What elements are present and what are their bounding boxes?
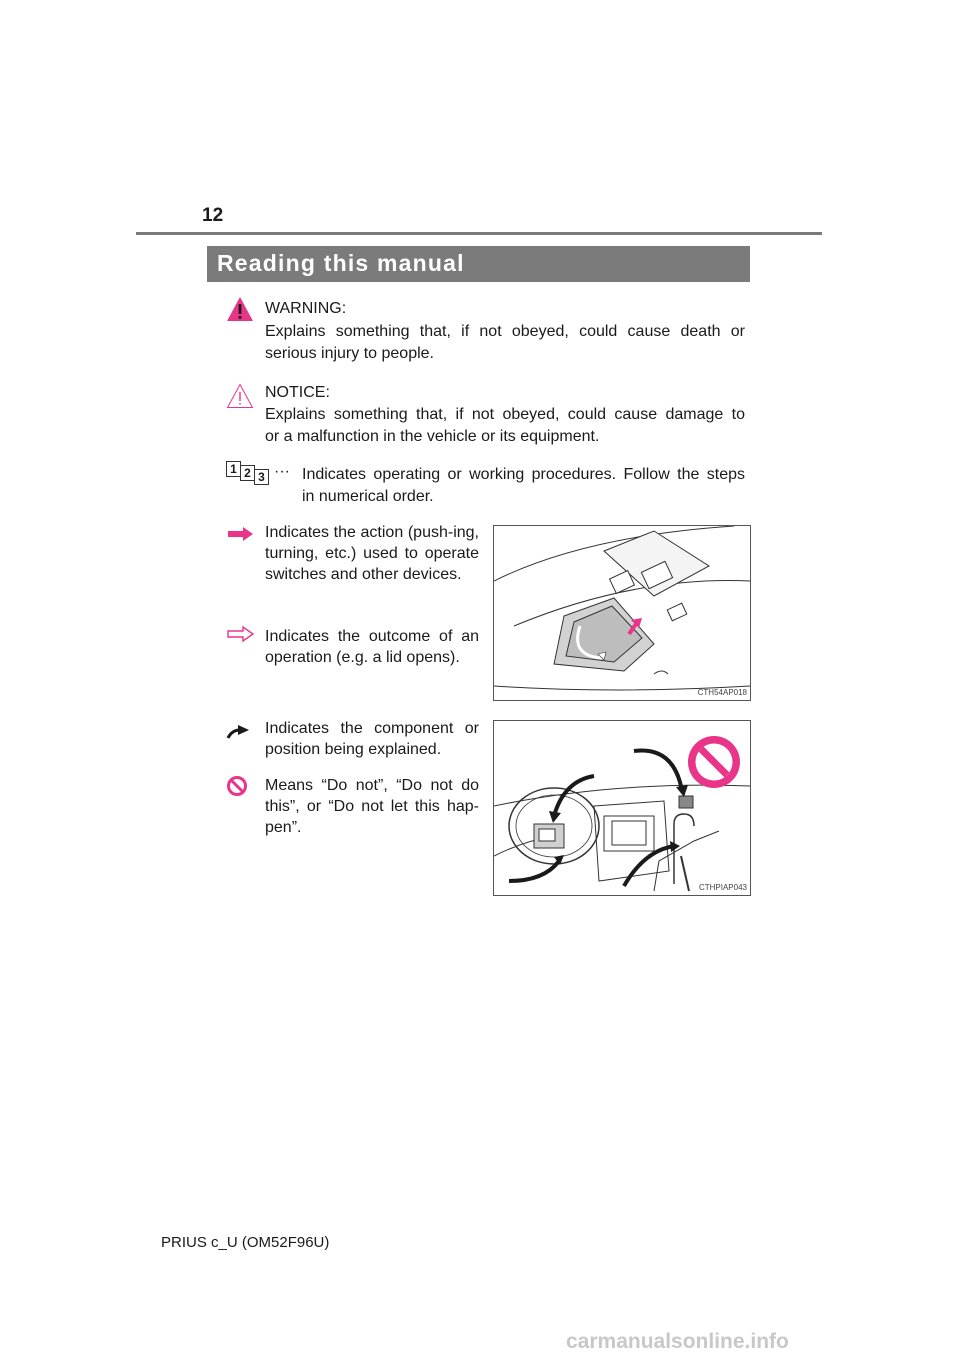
top-divider: [136, 232, 822, 235]
action-text: Indicates the action (push-ing, turning, etc.) used to operate switches and other devices.: [265, 524, 479, 583]
step-number-2: 2: [240, 465, 255, 481]
figure2-code: CTHPIAP043: [698, 883, 747, 892]
figure-dashboard: [493, 720, 751, 896]
section-title: Reading this manual: [217, 250, 465, 276]
steps-text-line2: in numerical order.: [302, 488, 434, 505]
steps-dots: ···: [274, 463, 290, 480]
figure1-code: CTH54AP018: [697, 688, 747, 697]
warning-triangle-icon: [226, 296, 254, 322]
step-number-1: 1: [226, 461, 241, 477]
component-text: Indicates the component or position being explained.: [265, 720, 479, 758]
warning-text-line1: Explains something that, if not obeyed, could cause death or: [265, 323, 745, 340]
figure-overhead-console: [493, 525, 751, 701]
page-number: 12: [202, 205, 224, 226]
notice-text-line1: Explains something that, if not obeyed, could cause damage to: [265, 406, 745, 423]
dashboard-illustration: [494, 721, 750, 895]
action-arrow-icon: [226, 525, 256, 543]
outcome-text: Indicates the outcome of an operation (e.g. a lid opens).: [265, 628, 479, 666]
overhead-console-illustration: [494, 526, 750, 700]
watermark: carmanualsonline.info: [566, 1330, 789, 1353]
notice-text-line2: or a malfunction in the vehicle or its equipment.: [265, 428, 600, 445]
notice-triangle-icon: [226, 383, 254, 409]
warning-text-line2: serious injury to people.: [265, 345, 434, 362]
component-pointer-icon: [226, 724, 252, 740]
do-not-text: Means “Do not”, “Do not do this”, or “Do not let this hap-pen”.: [265, 777, 479, 836]
steps-text-line1: Indicates operating or working procedures. Follow the steps: [302, 466, 745, 483]
warning-label: WARNING:: [265, 300, 347, 317]
prohibition-icon: [226, 775, 248, 797]
step-number-3: 3: [254, 469, 269, 485]
footer-model-code: PRIUS c_U (OM52F96U): [161, 1234, 330, 1251]
notice-label: NOTICE:: [265, 384, 330, 401]
outcome-arrow-icon: [226, 625, 256, 643]
